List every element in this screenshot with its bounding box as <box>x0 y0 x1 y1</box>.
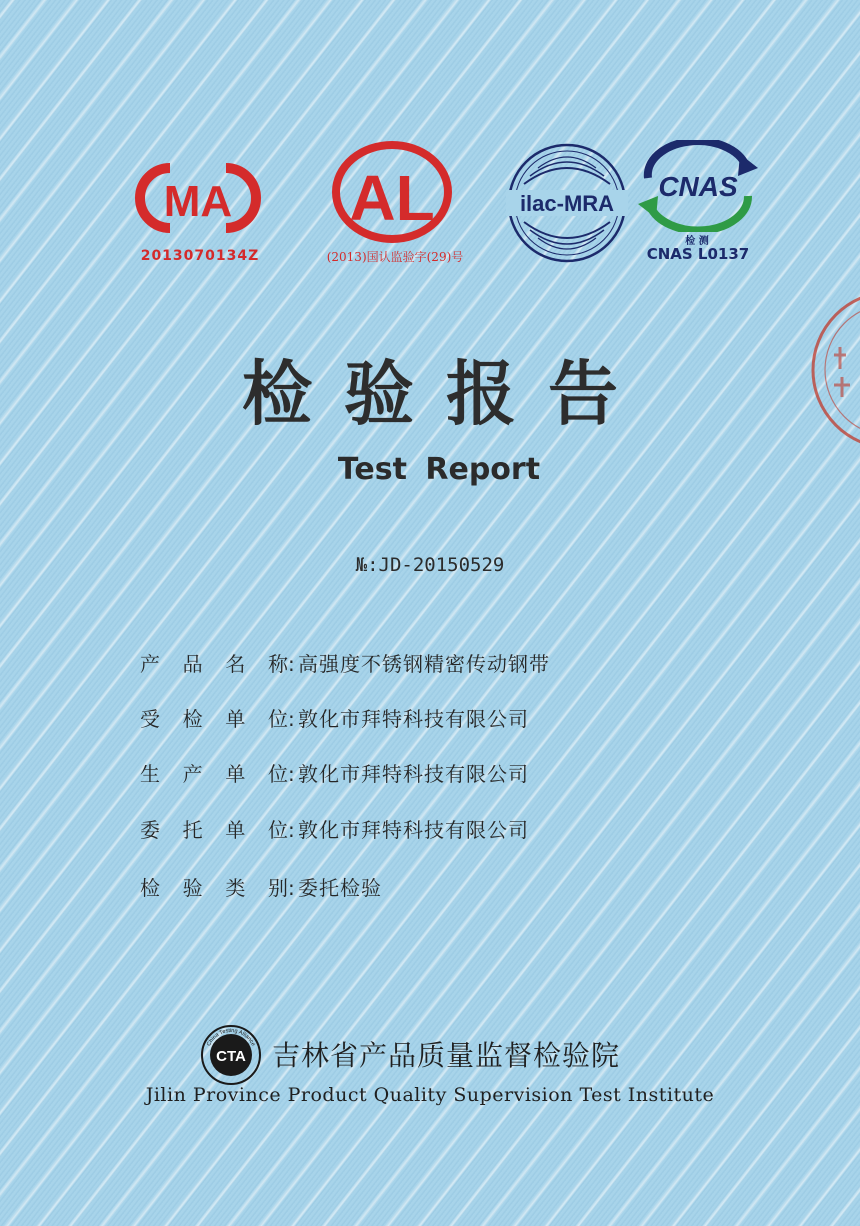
cta-logo-icon <box>200 1024 262 1086</box>
institute-name-cn: 吉林省产品质量监督检验院 <box>272 1039 621 1072</box>
ilac-mark-text: ilac-MRA <box>519 191 615 216</box>
manufacturer-row <box>140 758 529 790</box>
cma-mark-icon <box>134 162 262 234</box>
cma-mark-text: MA <box>163 177 233 226</box>
inspected-unit-row <box>140 703 529 735</box>
cnas-caption: 检 测 <box>685 236 709 247</box>
field-value: 高强度不锈钢精密传动钢带 <box>298 652 550 676</box>
field-label: 检验类别 <box>140 876 288 900</box>
field-label: 受检单位 <box>140 707 288 731</box>
field-label: 委托单位 <box>140 818 288 842</box>
report-title-cn: 检验报告 <box>242 352 650 435</box>
institute-name-en: Jilin Province Product Quality Supervision Test Institute <box>145 1084 715 1106</box>
field-colon: : <box>288 818 295 842</box>
field-label: 生产单位 <box>140 762 288 786</box>
report-number: №:JD-20150529 <box>355 554 505 576</box>
cal-number: (2013)国认监验字(29)号 <box>326 250 464 264</box>
ilac-mra-icon <box>504 140 630 266</box>
field-colon: : <box>288 707 295 731</box>
cal-mark-text: AL <box>349 162 435 234</box>
field-label: 产品名称 <box>140 652 288 676</box>
inspection-type-row <box>140 872 382 904</box>
product-name-row <box>140 648 550 680</box>
cnas-mark-text: CNAS <box>658 171 738 202</box>
client-row <box>140 814 529 846</box>
cnas-number: CNAS L0137 <box>646 245 750 263</box>
cta-ring-text: China Testing Alliance <box>206 1027 256 1048</box>
field-colon: : <box>288 652 295 676</box>
field-colon: : <box>288 762 295 786</box>
cnas-mark-icon <box>634 140 762 232</box>
cta-logo-text: CTA <box>216 1048 246 1065</box>
field-colon: : <box>288 876 295 900</box>
cma-number: 2013070134Z <box>140 248 260 264</box>
field-value: 敦化市拜特科技有限公司 <box>298 818 529 842</box>
report-title-en: Test Report <box>337 452 541 487</box>
field-value: 敦化市拜特科技有限公司 <box>298 707 529 731</box>
field-value: 委托检验 <box>298 876 382 900</box>
field-value: 敦化市拜特科技有限公司 <box>298 762 529 786</box>
cal-mark-icon <box>330 140 454 250</box>
